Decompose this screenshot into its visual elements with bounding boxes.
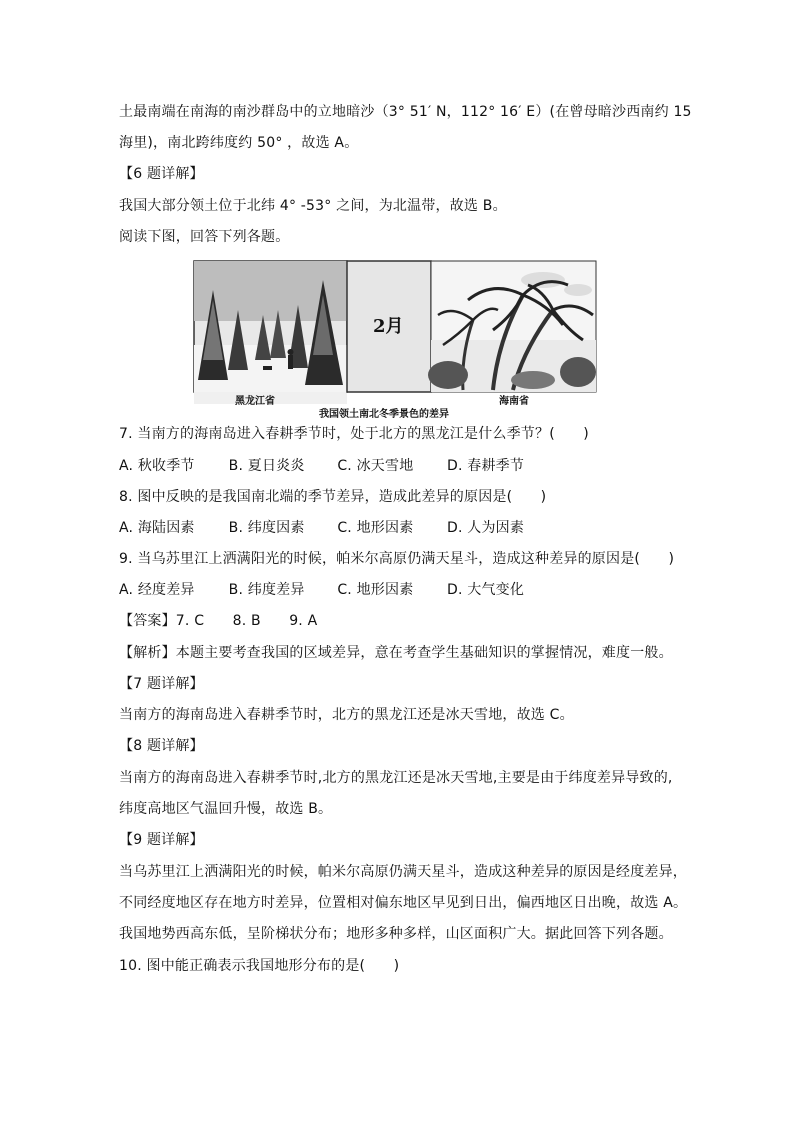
left-scene-label: 黑龙江省: [235, 396, 275, 407]
season-comparison-figure: [193, 260, 598, 418]
text-line: 纬度高地区气温回升慢，故选 B。: [119, 801, 333, 817]
option: B. 纬度差异: [228, 582, 305, 598]
option: D. 大气变化: [446, 582, 525, 598]
option: D. 春耕季节: [446, 458, 525, 474]
section-heading: 【7 题详解】: [119, 676, 204, 692]
text-line: 海里)，南北跨纬度约 50° ，故选 A。: [119, 135, 359, 151]
section-heading: 【6 题详解】: [119, 166, 204, 182]
month-label: 2月: [373, 316, 404, 337]
figure-caption: 我国领土南北冬季景色的差异: [319, 409, 449, 420]
option: B. 夏日炎炎: [228, 458, 305, 474]
question-9-options: [119, 580, 524, 600]
text-line: 当乌苏里江上洒满阳光的时候，帕米尔高原仍满天星斗，造成这种差异的原因是经度差异，: [119, 864, 687, 880]
section-heading: 【9 题详解】: [119, 832, 204, 848]
answer-line: 【答案】7. C 8. B 9. A: [119, 613, 318, 629]
question-8-options: [119, 518, 524, 538]
winter-scene-image: [194, 261, 347, 404]
question-9: 9. 当乌苏里江上洒满阳光的时候，帕米尔高原仍满天星斗，造成这种差异的原因是( ): [119, 551, 675, 567]
text-line: 我国地势西高东低，呈阶梯状分布；地形多种多样，山区面积广大。据此回答下列各题。: [119, 926, 673, 942]
option: C. 地形因素: [337, 582, 414, 598]
tropical-scene-image: [428, 261, 596, 392]
option: C. 地形因素: [337, 520, 414, 536]
text-line: 阅读下图，回答下列各题。: [119, 229, 290, 245]
text-line: 不同经度地区存在地方时差异，位置相对偏东地区早见到日出，偏西地区日出晚，故选 A。: [119, 895, 688, 911]
option: B. 纬度因素: [228, 520, 305, 536]
question-7: 7. 当南方的海南岛进入春耕季节时，处于北方的黑龙江是什么季节？( ): [119, 426, 589, 442]
text-line: 我国大部分领土位于北纬 4° -53° 之间，为北温带，故选 B。: [119, 198, 507, 214]
section-heading: 【8 题详解】: [119, 738, 204, 754]
question-10: 10. 图中能正确表示我国地形分布的是( ): [119, 958, 400, 974]
option: A. 经度差异: [119, 582, 195, 598]
text-line: 土最南端在南海的南沙群岛中的立地暗沙（3° 51′ N，112° 16′ E）(在曾母暗沙西南约 15: [119, 104, 692, 120]
option: A. 秋收季节: [119, 458, 195, 474]
option: C. 冰天雪地: [337, 458, 414, 474]
question-7-options: [119, 456, 524, 476]
analysis-line: 【解析】本题主要考查我国的区域差异，意在考查学生基础知识的掌握情况，难度一般。: [119, 645, 673, 661]
text-line: 当南方的海南岛进入春耕季节时,北方的黑龙江还是冰天雪地,主要是由于纬度差异导致的,: [119, 770, 673, 786]
right-scene-label: 海南省: [499, 396, 529, 407]
option: A. 海陆因素: [119, 520, 195, 536]
option: D. 人为因素: [446, 520, 525, 536]
question-8: 8. 图中反映的是我国南北端的季节差异，造成此差异的原因是( ): [119, 489, 547, 505]
text-line: 当南方的海南岛进入春耕季节时，北方的黑龙江还是冰天雪地，故选 C。: [119, 707, 574, 723]
